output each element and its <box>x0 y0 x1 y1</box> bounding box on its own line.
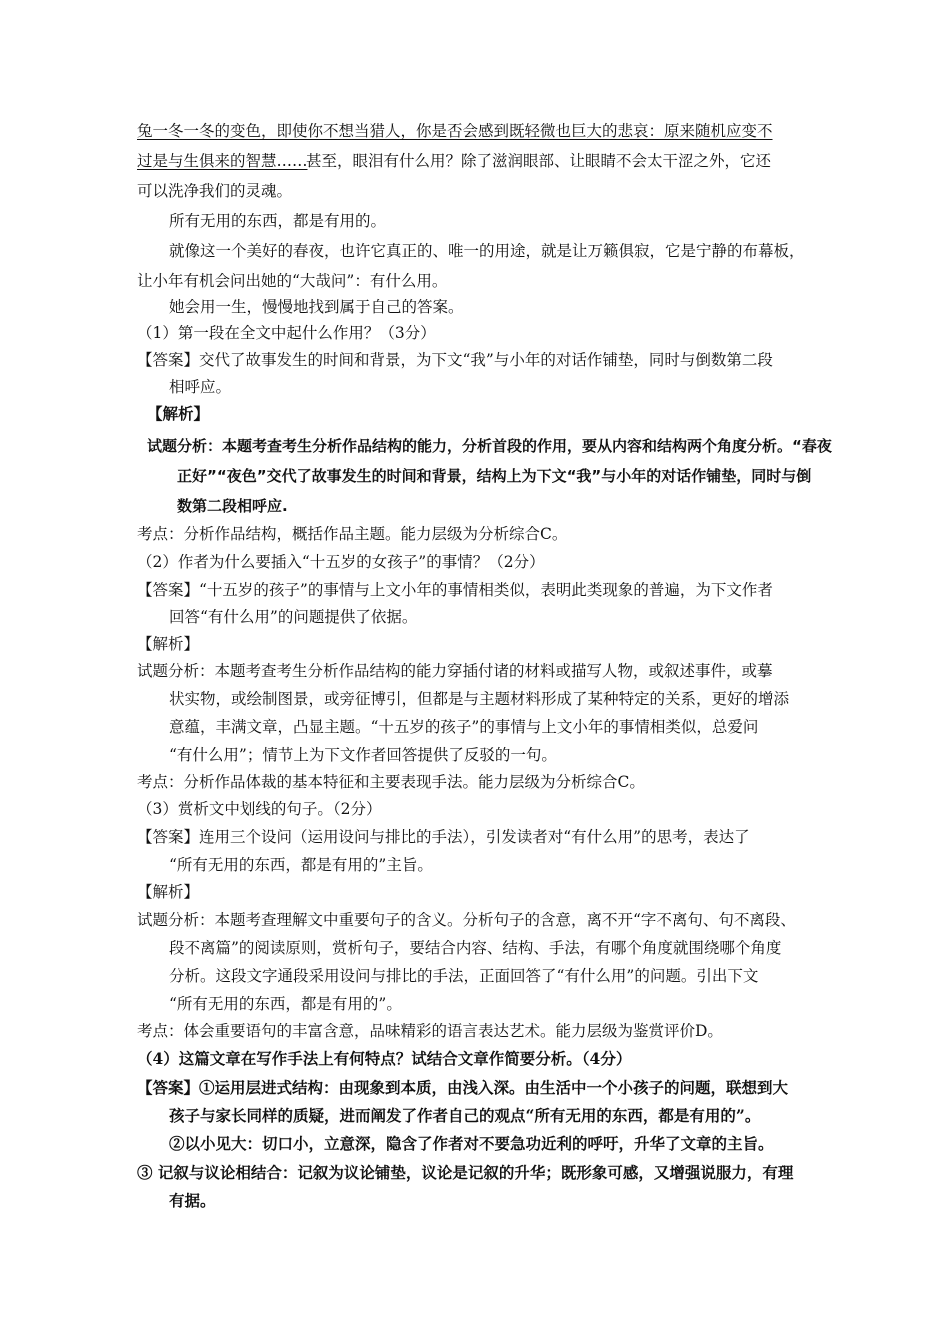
analysis-heading: 【解析】 <box>137 635 200 653</box>
key-point-1: 考点：分析作品结构，概括作品主题。能力层级为分析综合C。 <box>137 525 568 543</box>
analysis-3: 试题分析：本题考查理解文中重要句子的含义。分析句子的含意，离不开“字不离句、句不离段、 <box>137 911 796 929</box>
answer-1: 相呼应。 <box>169 378 232 396</box>
analysis-1: 正好”“夜色”交代了故事发生的时间和背景，结构上为下文“我”与小年的对话作铺垫，同时与倒 <box>177 467 812 485</box>
answer-4: 【答案】①运用层进式结构：由现象到本质，由浅入深。由生活中一个小孩子的问题，联想到大 <box>137 1078 789 1097</box>
text-line: 所有无用的东西，都是有用的。 <box>169 212 387 230</box>
question-3: （3）赏析文中划线的句子。（2分） <box>137 800 382 818</box>
analysis-3: 段不离篇”的阅读原则，赏析句子，要结合内容、结构、手法，有哪个角度就围绕哪个角度 <box>169 939 782 957</box>
underlined-sentence: 兔一冬一冬的变色，即使你不想当猎人，你是否会感到既轻微也巨大的悲哀：原来随机应变不 <box>137 122 773 140</box>
analysis-2: 意蕴，丰满文章，凸显主题。“十五岁的孩子”的事情与上文小年的事情相类似，总爱问 <box>169 718 759 736</box>
analysis-2: “有什么用”；情节上为下文作者回答提供了反驳的一句。 <box>169 746 557 764</box>
answer-4: ②以小见大：切口小，立意深，隐含了作者对不要急功近利的呼吁，升华了文章的主旨。 <box>169 1134 774 1153</box>
question-2: （2）作者为什么要插入“十五岁的女孩子”的事情？（2分） <box>137 553 545 571</box>
answer-2: 【答案】“十五岁的孩子”的事情与上文小年的事情相类似，表明此类现象的普遍，为下文作者 <box>137 581 773 599</box>
analysis-2: 状实物，或绘制图景，或旁征博引，但都是与主题材料形成了某种特定的关系，更好的增添 <box>169 690 790 708</box>
key-point-3: 考点：体会重要语句的丰富含意，品味精彩的语言表达艺术。能力层级为鉴赏评价D。 <box>137 1022 723 1040</box>
analysis-3: 分析。这段文字通段采用设问与排比的手法，正面回答了“有什么用”的问题。引出下文 <box>169 967 759 985</box>
analysis-3: “所有无用的东西，都是有用的”。 <box>169 995 402 1013</box>
answer-4: 孩子与家长同样的质疑，进而阐发了作者自己的观点“所有无用的东西，都是有用的”。 <box>169 1106 761 1125</box>
answer-1: 【答案】交代了故事发生的时间和背景，为下文“我”与小年的对话作铺垫，同时与倒数第二段 <box>137 351 773 369</box>
text-line: 可以洗净我们的灵魂。 <box>137 182 293 200</box>
analysis-2: 试题分析：本题考查考生分析作品结构的能力穿插付诸的材料或描写人物，或叙述事件，或摹 <box>137 662 773 680</box>
answer-2: 回答“有什么用”的问题提供了依据。 <box>169 608 418 626</box>
text-line: 让小年有机会问出她的“大哉问”：有什么用。 <box>137 272 448 290</box>
analysis-1: 数第二段相呼应. <box>177 497 288 515</box>
text-line: 就像这一个美好的春夜，也许它真正的、唯一的用途，就是让万籁俱寂，它是宁静的布幕板， <box>169 242 805 260</box>
question-4: （4）这篇文章在写作手法上有何特点？试结合文章作简要分析。（4分） <box>137 1049 632 1068</box>
answer-4: ③ 记叙与议论相结合：记叙为议论铺垫，议论是记叙的升华；既形象可感，又增强说服力，有理 <box>137 1163 794 1182</box>
answer-3: “所有无用的东西，都是有用的”主旨。 <box>169 856 433 874</box>
key-point-2: 考点：分析作品体裁的基本特征和主要表现手法。能力层级为分析综合C。 <box>137 773 645 791</box>
underlined-sentence: 过是与生俱来的智慧…… <box>137 152 308 170</box>
analysis-heading: 【解析】 <box>137 883 200 901</box>
text-line: 她会用一生，慢慢地找到属于自己的答案。 <box>169 298 464 316</box>
answer-4: 有据。 <box>169 1191 216 1210</box>
text-line: 甚至，眼泪有什么用？除了滋润眼部、让眼睛不会太干涩之外，它还 <box>306 152 772 170</box>
question-1: （1）第一段在全文中起什么作用？（3分） <box>137 324 436 342</box>
answer-3: 【答案】连用三个设问（运用设问与排比的手法），引发读者对“有什么用”的思考，表达了 <box>137 828 750 846</box>
analysis-1: 试题分析：本题考查考生分析作品结构的能力，分析首段的作用，要从内容和结构两个角度分析。“春夜 <box>147 437 832 455</box>
analysis-heading: 【解析】 <box>147 404 210 423</box>
